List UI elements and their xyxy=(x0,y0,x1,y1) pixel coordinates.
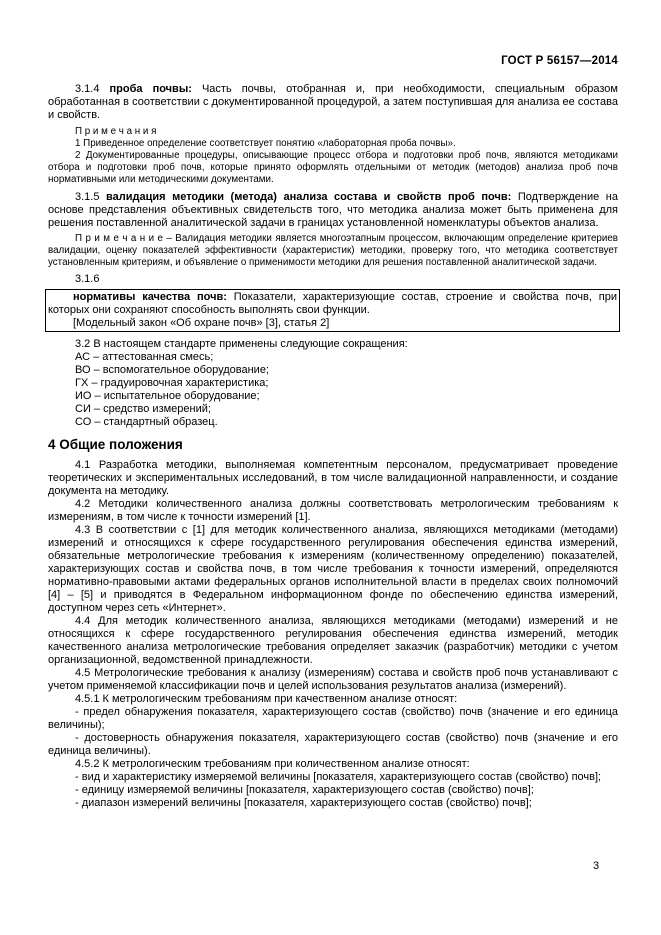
abbreviation-item: ВО – вспомогательное оборудование; xyxy=(75,364,269,376)
para-4-4: 4.4 Для методик количественного анализа, являющихся методиками (методами) измерений и не относящихся к сфере государственного регулирования обеспечения единства измерений, методик качественного анализа метрологические требования определяет заказчик (разработчик) методики с учетом организационной, ведомственной принадлежности. xyxy=(48,615,618,666)
definition-normativy: Показатели, характеризующие состав, строение и свойства почв, при которых они сохраняют способность выполнять свои функции. xyxy=(48,291,617,316)
definition-3-1-4: Часть почвы, отобранная и, при необходимости, специальным образом обработанная в соответствии с документированной процедурой, а затем поступившая для анализа ее состава и свойств. xyxy=(48,83,618,121)
para-4-5-1: 4.5.1 К метрологическим требованиям при качественном анализе относят: xyxy=(75,693,458,705)
section-heading-4: 4 Общие положения xyxy=(48,437,183,452)
notes-block-3-1-4 xyxy=(48,126,618,186)
bullet-item: - достоверность обнаружения показателя, характеризующего состав (свойство) почв (значение и его единица величины). xyxy=(48,732,618,757)
note-1: 1 Приведенное определение соответствует понятию «лабораторная проба почвы». xyxy=(75,138,456,149)
para-4-3: 4.3 В соответствии с [1] для методик количественного анализа, являющихся методиками (методами) измерений и относящихся к сфере государственного регулирования обеспечения единства измерений, обязательные метрологические требования к измерениям (количественному определению) показателей, характеризующих состав и свойства почв, в том числе требования к точности измерений, определяются нормативно-правовыми актами федеральных органов исполнительной власти в пределах своих полномочий [4] – [5] и приводятся в Федеральном информационном фонде по обеспечению единства измерений, доступном через сеть «Интернет». xyxy=(48,524,618,614)
bullet-item: - единицу измеряемой величины [показателя, характеризующего состав (свойство) почв]; xyxy=(75,784,534,796)
para-4-5: 4.5 Метрологические требования к анализу (измерениям) состава и свойств проб почв устанавливают с учетом применяемой классификации почв и целей использования результатов анализа (измерений). xyxy=(48,667,618,692)
abbreviations-list xyxy=(48,351,618,429)
bullet-item: - вид и характеристику измеряемой величины [показателя, характеризующего состав (свойство) почв]; xyxy=(75,771,602,783)
clause-number-3-1-6: 3.1.6 xyxy=(75,273,100,285)
boxed-definition xyxy=(48,291,617,317)
document-header: ГОСТ Р 56157—2014 xyxy=(501,55,618,67)
term-normativy: нормативы качества почв: xyxy=(73,291,227,303)
para-3-1-5 xyxy=(48,191,618,230)
bullet-item: - диапазон измерений величины [показателя, характеризующего состав (свойство) почв]; xyxy=(75,797,532,809)
para-4-1: 4.1 Разработка методики, выполняемая компетентным персоналом, предусматривает проведение теоретических и экспериментальных исследований, в том числе валидационной направленности, и создание документа на методику. xyxy=(48,459,618,497)
abbreviation-item: ИО – испытательное оборудование; xyxy=(75,390,260,402)
note-block-3-1-5 xyxy=(48,233,618,269)
page-number: 3 xyxy=(592,860,600,872)
para-4-2: 4.2 Методики количественного анализа должны соответствовать метрологическим требованиям к измерениям, в том числе к точности измерений [1]. xyxy=(48,498,618,523)
clause-number-3-1-5: 3.1.5 xyxy=(75,191,100,203)
bullet-item: - предел обнаружения показателя, характеризующего состав (свойство) почв (значение и его единица величины); xyxy=(48,706,618,731)
notes-label: П р и м е ч а н и я xyxy=(75,126,157,137)
abbreviation-item: СО – стандартный образец. xyxy=(75,416,218,428)
term-3-1-4: проба почвы: xyxy=(109,83,192,95)
note-3-1-5: П р и м е ч а н и е – Валидация методики является многоэтапным процессом, включающим определение критериев валидации, оценку показателей эффективности (характеристик) методики, проверку того, что методика соответствует установленным критериям, и объявление о применимости методики для решения поставленной аналитической задачи. xyxy=(48,233,618,268)
note-2: 2 Документированные процедуры, описывающие процесс отбора и подготовки проб почв, являются методиками отбора и подготовки проб почв, которые принято оформлять отдельными от методик (методов) анализа проб почв нормативными или методическими документами. xyxy=(48,150,618,185)
para-3-2: 3.2 В настоящем стандарте применены следующие сокращения: xyxy=(75,338,408,350)
para-4-5-2: 4.5.2 К метрологическим требованиям при количественном анализе относят: xyxy=(75,758,470,770)
abbreviation-item: ГХ – градуировочная характеристика; xyxy=(75,377,269,389)
definition-3-1-5: Подтверждение на основе представления объективных свидетельств того, что методика анализа может быть применена для решения поставленной аналитической задачи в границах установленной номенклатуры объектов анализа. xyxy=(48,191,618,229)
abbreviation-item: СИ – средство измерений; xyxy=(75,403,211,415)
definition-source: [Модельный закон «Об охране почв» [3], статья 2] xyxy=(73,317,330,329)
document-content xyxy=(48,83,618,810)
term-3-1-5: валидация методики (метода) анализа состава и свойств проб почв: xyxy=(106,191,512,203)
clause-number-3-1-4: 3.1.4 xyxy=(75,83,100,95)
abbreviation-item: АС – аттестованная смесь; xyxy=(75,351,214,363)
para-3-1-4 xyxy=(48,83,618,122)
definition-box xyxy=(45,289,620,332)
